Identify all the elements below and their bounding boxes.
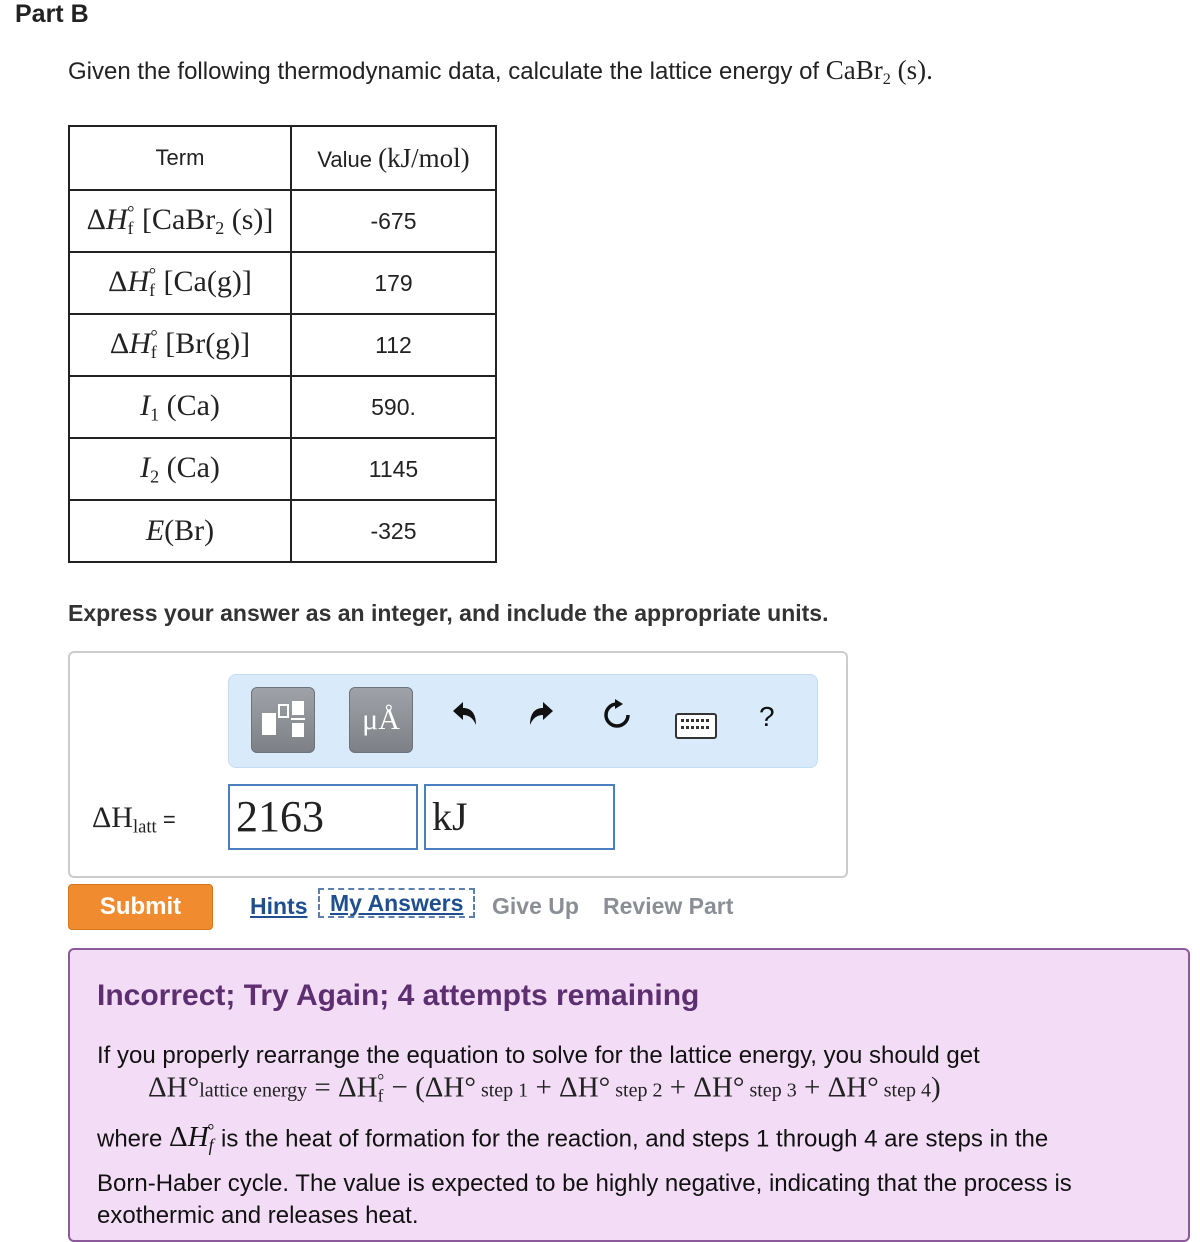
term-cell: E(Br): [69, 500, 291, 562]
feedback-line-4: exothermic and releases heat.: [97, 1202, 419, 1229]
value-cell: 590.: [291, 376, 496, 438]
table-header-row: [69, 126, 496, 190]
question-formula: CaBr$_2$ (s).: [825, 55, 933, 88]
reset-icon[interactable]: [601, 699, 633, 739]
term-cell: $I_2$ (Ca): [69, 438, 291, 500]
question-text: [68, 55, 933, 89]
feedback-line-2: where $\Delta H_f^\circ$ is the heat of formation for the reaction, and steps 1 through 4 are steps in the: [97, 1120, 1049, 1156]
part-title: Part B: [15, 0, 89, 28]
table-row: [69, 500, 496, 562]
table-row: [69, 190, 496, 252]
table-row: [69, 314, 496, 376]
feedback-equation: ΔH°lattice energy = $\Delta H_f^\circ - (\Delta H^\circ$ step 1 + ΔH° step 2 + ΔH° step 3 + ΔH° step 4): [148, 1070, 941, 1106]
table-row: [69, 438, 496, 500]
answer-label: $\Delta H_{latt}$ =: [92, 801, 176, 838]
header-value: Value (kJ/mol): [291, 126, 496, 190]
term-cell: $\Delta H_f^\circ$ [CaBr$_2$ (s)]: [69, 190, 291, 252]
table-row: [69, 376, 496, 438]
value-cell: 112: [291, 314, 496, 376]
term-cell: $I_1$ (Ca): [69, 376, 291, 438]
units-button[interactable]: μÅ: [349, 687, 413, 753]
thermodynamic-data-table: [68, 125, 497, 563]
value-cell: 1145: [291, 438, 496, 500]
answer-unit-input[interactable]: kJ: [424, 784, 615, 850]
instruction-text: Express your answer as an integer, and include the appropriate units.: [68, 600, 829, 626]
help-icon[interactable]: ?: [759, 701, 775, 732]
table-row: [69, 252, 496, 314]
hints-link[interactable]: Hints: [250, 893, 308, 919]
redo-icon[interactable]: [527, 699, 557, 737]
term-cell: $\Delta H_f^\circ$ [Ca(g)]: [69, 252, 291, 314]
header-term: Term: [69, 126, 291, 190]
answer-value-input[interactable]: 2163: [228, 784, 418, 850]
templates-icon: [260, 699, 306, 741]
submit-button[interactable]: Submit: [68, 884, 213, 930]
feedback-title: Incorrect; Try Again; 4 attempts remaining: [97, 979, 700, 1012]
value-cell: 179: [291, 252, 496, 314]
undo-icon[interactable]: [449, 699, 479, 737]
feedback-line-1: If you properly rearrange the equation to solve for the lattice energy, you should get: [97, 1042, 980, 1069]
review-part-link[interactable]: Review Part: [603, 893, 734, 919]
feedback-panel: [68, 948, 1190, 1242]
term-cell: $\Delta H_f^\circ$ [Br(g)]: [69, 314, 291, 376]
math-toolbar: [228, 674, 818, 768]
give-up-link[interactable]: Give Up: [492, 893, 579, 919]
value-cell: -675: [291, 190, 496, 252]
answer-box: [68, 651, 848, 878]
my-answers-link[interactable]: My Answers: [318, 890, 475, 917]
templates-button[interactable]: [251, 687, 315, 753]
feedback-line-3: Born-Haber cycle. The value is expected to be highly negative, indicating that the process is: [97, 1170, 1072, 1197]
value-cell: -325: [291, 500, 496, 562]
keyboard-icon[interactable]: [675, 713, 717, 739]
question-prompt: Given the following thermodynamic data, calculate the lattice energy of: [68, 58, 820, 85]
